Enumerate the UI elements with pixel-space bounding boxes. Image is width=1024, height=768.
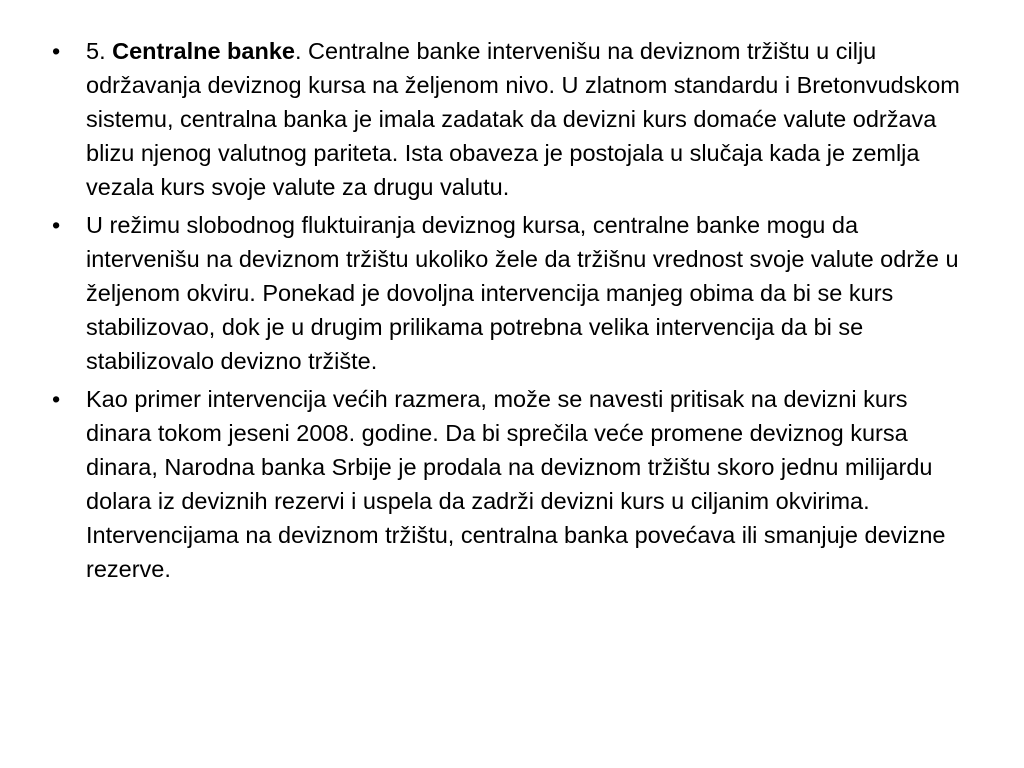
slide-body <box>52 34 972 590</box>
bullet-icon: • <box>52 212 61 238</box>
bullet-item-floating-regime <box>52 208 972 378</box>
bullet-bold-heading: Centralne banke <box>112 38 295 64</box>
bullet-list <box>52 34 972 586</box>
bullet-number-prefix: 5. <box>86 38 113 64</box>
bullet-text: Kao primer intervencija većih razmera, može se navesti pritisak na devizni kurs dinara tokom jeseni 2008. godine. Da bi sprečila veće promene deviznog kursa dinara, Narodna banka Srbije je prodala na deviznom tržištu skoro jednu milijardu dolara iz deviznih rezervi i uspela da zadrži devizni kurs u ciljanim okvirima. Intervencijama na deviznom tržištu, centralna banka povećava ili smanjuje devizne rezerve. <box>86 386 946 582</box>
bullet-item-central-banks <box>52 34 972 204</box>
bullet-text: U režimu slobodnog fluktuiranja deviznog kursa, centralne banke mogu da intervenišu na deviznom tržištu ukoliko žele da tržišnu vrednost svoje valute održe u željenom okviru. Ponekad je dovoljna intervencija manjeg obima da bi se kurs stabilizovao, dok je u drugim prilikama potrebna velika intervencija da bi se stabilizovalo devizno tržište. <box>86 212 959 374</box>
bullet-icon: • <box>52 386 61 412</box>
bullet-text: . Centralne banke intervenišu na deviznom tržištu u cilju održavanja deviznog kursa na željenom nivo. U zlatnom standardu i Bretonvudskom sistemu, centralna banka je imala zadatak da devizni kurs domaće valute održava blizu njenog valutnog pariteta. Ista obaveza je postojala u slučaja kada je zemlja vezala kurs svoje valute za drugu valutu. <box>86 38 960 200</box>
bullet-item-example-2008 <box>52 382 972 586</box>
bullet-icon: • <box>52 38 61 64</box>
